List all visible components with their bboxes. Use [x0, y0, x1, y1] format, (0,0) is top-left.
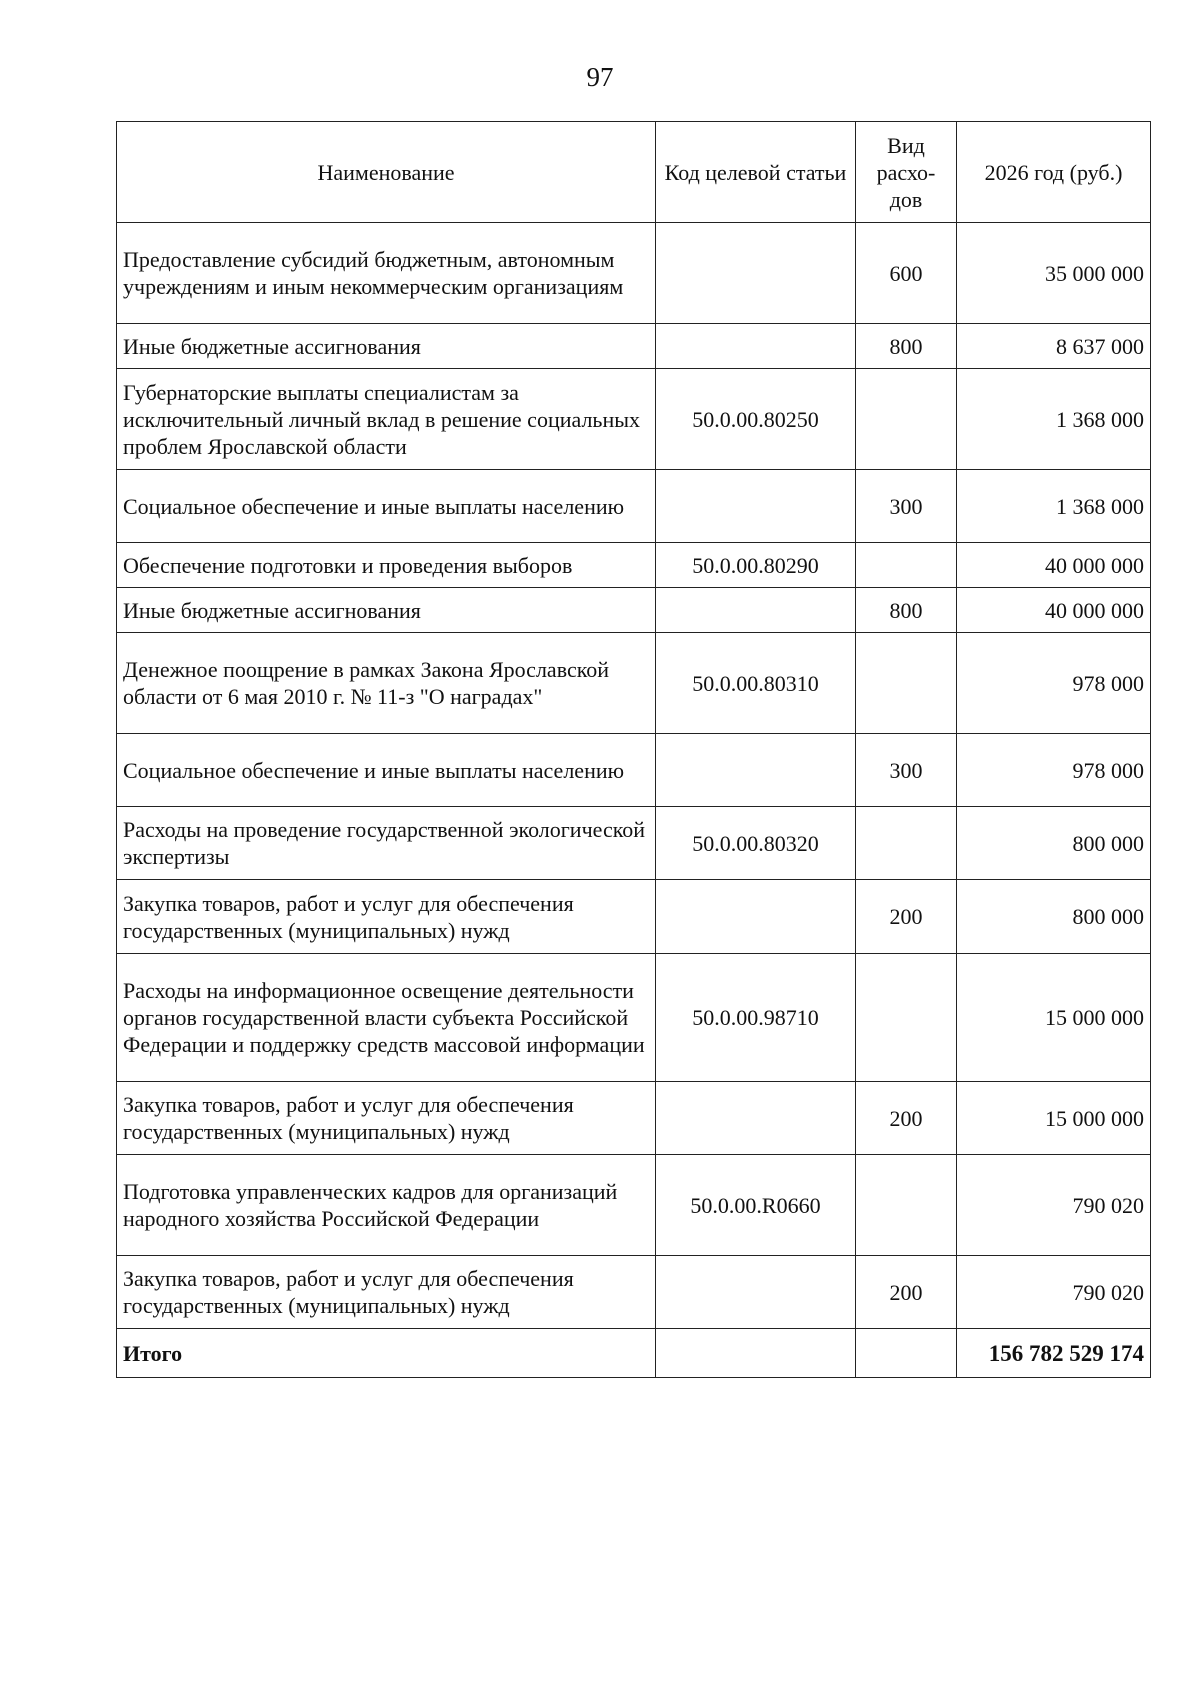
row-code: 50.0.00.98710	[656, 954, 856, 1082]
row-code	[656, 223, 856, 324]
row-name: Расходы на проведение государственной экологической экспертизы	[117, 807, 656, 880]
row-kind: 200	[856, 1256, 957, 1329]
row-sum: 1 368 000	[957, 369, 1151, 470]
row-sum: 40 000 000	[957, 588, 1151, 633]
row-code: 50.0.00.R0660	[656, 1155, 856, 1256]
row-sum: 35 000 000	[957, 223, 1151, 324]
header-kind: Вид расхо-дов	[856, 122, 957, 223]
row-sum: 40 000 000	[957, 543, 1151, 588]
table-row	[117, 324, 1151, 369]
table-row	[117, 807, 1151, 880]
row-code: 50.0.00.80320	[656, 807, 856, 880]
row-sum: 978 000	[957, 734, 1151, 807]
row-code	[656, 880, 856, 954]
header-year: 2026 год (руб.)	[957, 122, 1151, 223]
total-code	[656, 1329, 856, 1378]
row-sum: 978 000	[957, 633, 1151, 734]
row-name: Закупка товаров, работ и услуг для обеспечения государственных (муниципальных) нужд	[117, 1256, 656, 1329]
row-code	[656, 1082, 856, 1155]
row-sum: 1 368 000	[957, 470, 1151, 543]
row-sum: 15 000 000	[957, 954, 1151, 1082]
row-code	[656, 1256, 856, 1329]
row-sum: 790 020	[957, 1155, 1151, 1256]
row-sum: 790 020	[957, 1256, 1151, 1329]
row-code: 50.0.00.80290	[656, 543, 856, 588]
row-name: Закупка товаров, работ и услуг для обеспечения государственных (муниципальных) нужд	[117, 1082, 656, 1155]
table-row	[117, 1256, 1151, 1329]
row-name: Социальное обеспечение и иные выплаты населению	[117, 734, 656, 807]
table-row	[117, 543, 1151, 588]
row-sum: 800 000	[957, 880, 1151, 954]
page-number: 97	[586, 62, 614, 92]
table-header-row	[117, 122, 1151, 223]
table-row	[117, 954, 1151, 1082]
table-row	[117, 1082, 1151, 1155]
row-name: Денежное поощрение в рамках Закона Ярославской области от 6 мая 2010 г. № 11-з "О наградах"	[117, 633, 656, 734]
row-name: Иные бюджетные ассигнования	[117, 324, 656, 369]
row-code	[656, 734, 856, 807]
row-sum: 15 000 000	[957, 1082, 1151, 1155]
row-name: Иные бюджетные ассигнования	[117, 588, 656, 633]
budget-table	[116, 121, 1151, 1378]
row-kind	[856, 1155, 957, 1256]
row-name: Предоставление субсидий бюджетным, автономным учреждениям и иным некоммерческим организациям	[117, 223, 656, 324]
row-kind: 800	[856, 324, 957, 369]
row-code	[656, 470, 856, 543]
row-kind	[856, 954, 957, 1082]
row-kind: 800	[856, 588, 957, 633]
row-name: Подготовка управленческих кадров для организаций народного хозяйства Российской Федерации	[117, 1155, 656, 1256]
header-code: Код целевой статьи	[656, 122, 856, 223]
table-row	[117, 1155, 1151, 1256]
row-name: Расходы на информационное освещение деятельности органов государственной власти субъекта Российской Федерации и поддержку средств массовой информации	[117, 954, 656, 1082]
table-row	[117, 470, 1151, 543]
row-kind: 600	[856, 223, 957, 324]
row-name: Губернаторские выплаты специалистам за исключительный личный вклад в решение социальных проблем Ярославской области	[117, 369, 656, 470]
row-name: Социальное обеспечение и иные выплаты населению	[117, 470, 656, 543]
header-name: Наименование	[117, 122, 656, 223]
row-kind	[856, 369, 957, 470]
table-row	[117, 880, 1151, 954]
total-label: Итого	[117, 1329, 656, 1378]
row-kind	[856, 633, 957, 734]
table-row	[117, 588, 1151, 633]
total-kind	[856, 1329, 957, 1378]
row-kind	[856, 543, 957, 588]
row-kind	[856, 807, 957, 880]
row-kind: 300	[856, 734, 957, 807]
table-row	[117, 223, 1151, 324]
table-row	[117, 734, 1151, 807]
row-name: Обеспечение подготовки и проведения выборов	[117, 543, 656, 588]
row-kind: 200	[856, 1082, 957, 1155]
table-row	[117, 369, 1151, 470]
row-kind: 300	[856, 470, 957, 543]
row-code	[656, 588, 856, 633]
row-code: 50.0.00.80310	[656, 633, 856, 734]
total-sum: 156 782 529 174	[957, 1329, 1151, 1378]
row-name: Закупка товаров, работ и услуг для обеспечения государственных (муниципальных) нужд	[117, 880, 656, 954]
row-code: 50.0.00.80250	[656, 369, 856, 470]
total-row	[117, 1329, 1151, 1378]
row-sum: 800 000	[957, 807, 1151, 880]
row-kind: 200	[856, 880, 957, 954]
row-code	[656, 324, 856, 369]
table-row	[117, 633, 1151, 734]
row-sum: 8 637 000	[957, 324, 1151, 369]
